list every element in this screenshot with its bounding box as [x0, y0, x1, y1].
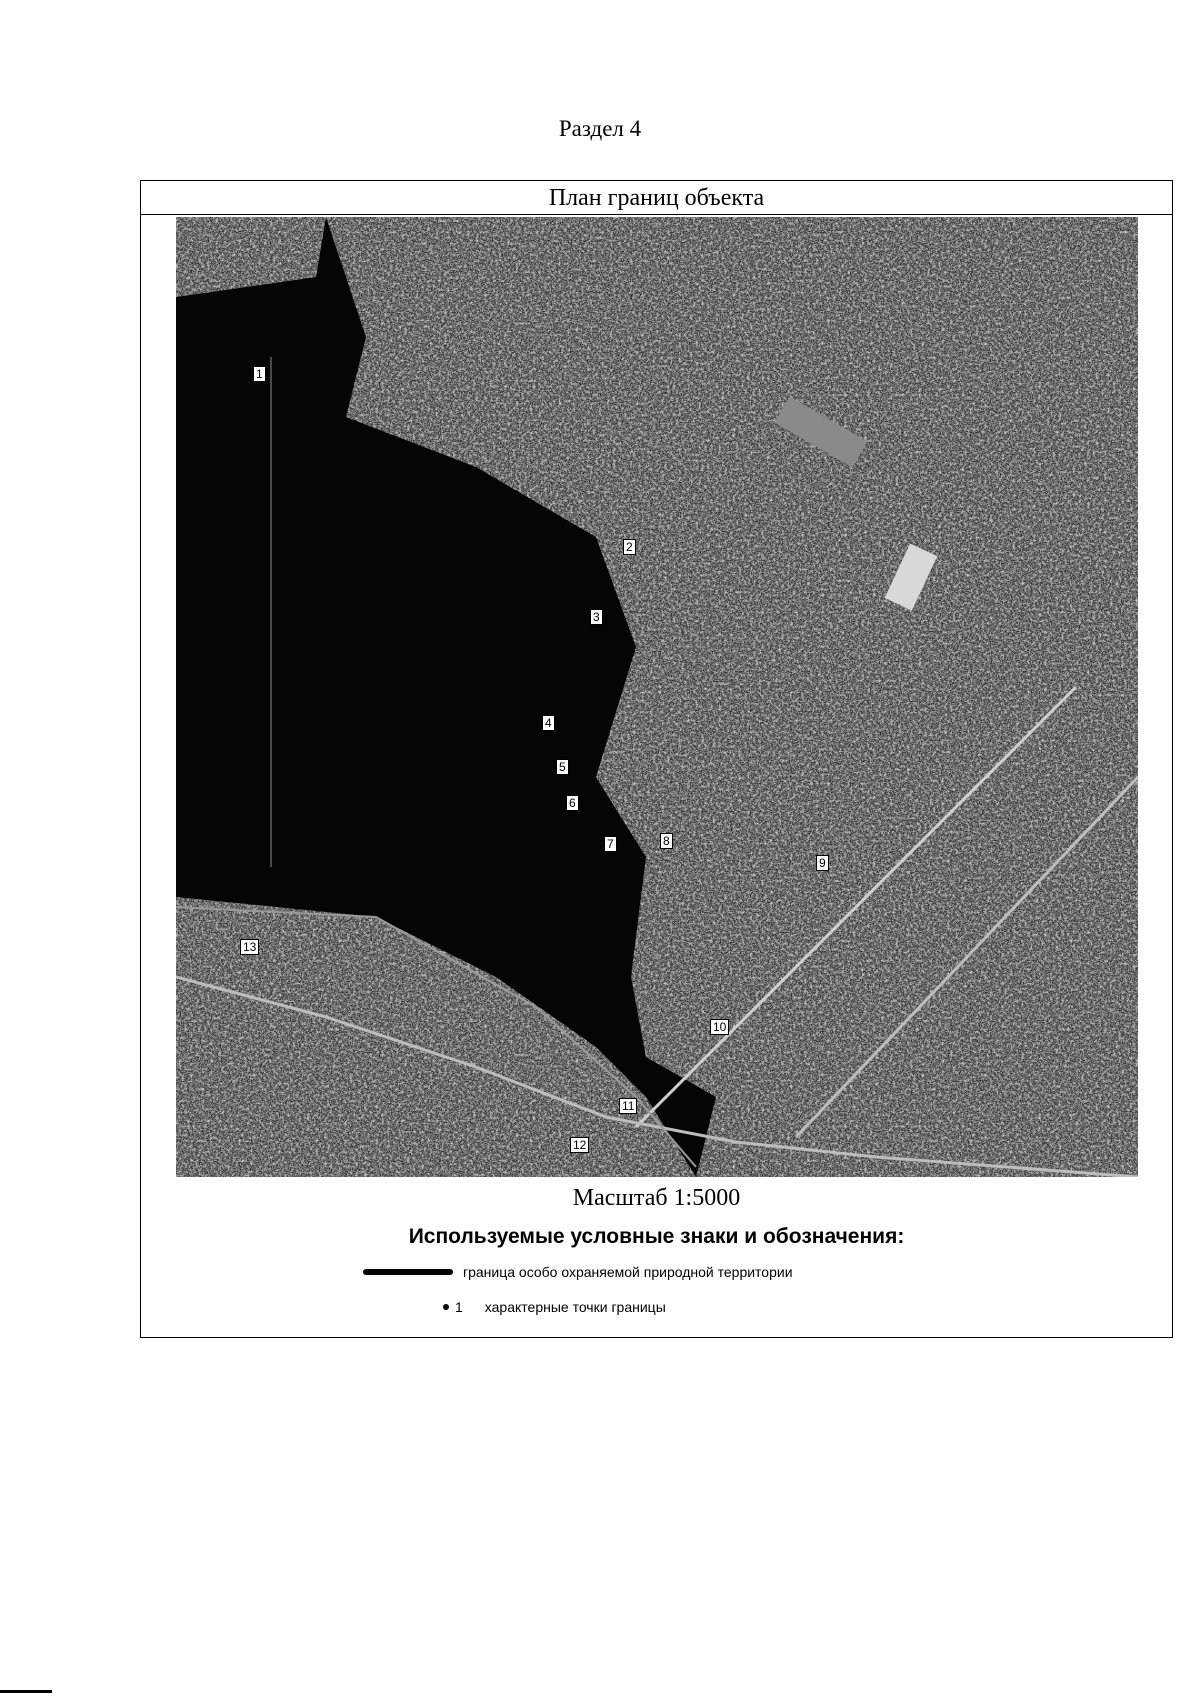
- boundary-point-3[interactable]: 3: [590, 609, 603, 625]
- boundary-point-6[interactable]: 6: [566, 795, 579, 811]
- boundary-point-9[interactable]: 9: [816, 855, 829, 871]
- boundary-point-11[interactable]: 11: [619, 1098, 637, 1114]
- footer-mark: [0, 1690, 52, 1693]
- boundary-point-1[interactable]: 1: [253, 366, 266, 382]
- legend-item-boundary: [363, 1264, 793, 1280]
- legend-item-points: [443, 1299, 666, 1315]
- boundary-point-13[interactable]: 13: [240, 939, 259, 955]
- legend-title: Используемые условные знаки и обозначения:: [408, 1225, 905, 1248]
- map-scale: Масштаб 1:5000: [572, 1185, 741, 1211]
- boundary-point-8[interactable]: 8: [660, 833, 673, 849]
- map-imagery: [176, 217, 1138, 1177]
- map-title: План границ объекта: [141, 181, 1172, 215]
- boundary-line-icon: [363, 1269, 453, 1275]
- point-dot-icon: [443, 1304, 449, 1310]
- boundary-point-5[interactable]: 5: [556, 759, 569, 775]
- section-title: Раздел 4: [558, 116, 642, 141]
- boundary-point-2[interactable]: 2: [623, 539, 636, 555]
- legend-item-text: граница особо охраняемой природной территории: [463, 1264, 793, 1280]
- boundary-point-4[interactable]: 4: [542, 715, 555, 731]
- map-frame: [140, 180, 1173, 1338]
- boundary-point-10[interactable]: 10: [710, 1019, 729, 1035]
- satellite-map[interactable]: [176, 217, 1138, 1177]
- legend-item-number: 1: [455, 1299, 463, 1315]
- legend-item-text: характерные точки границы: [484, 1299, 666, 1315]
- boundary-point-12[interactable]: 12: [570, 1137, 589, 1153]
- boundary-point-7[interactable]: 7: [604, 836, 617, 852]
